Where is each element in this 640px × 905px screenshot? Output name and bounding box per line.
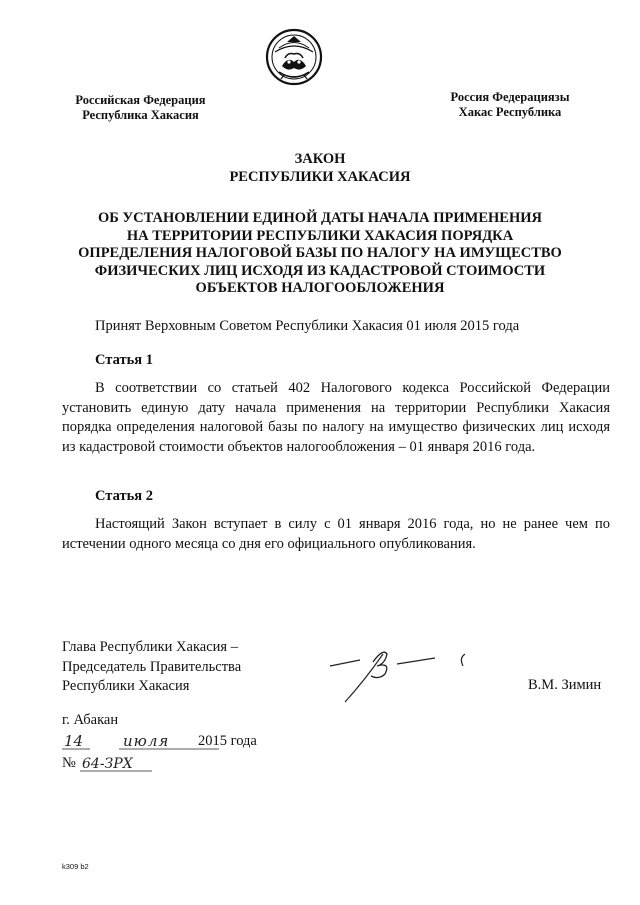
law-title-line: ФИЗИЧЕСКИХ ЛИЦ ИСХОДЯ ИЗ КАДАСТРОВОЙ СТОИМОСТИ [94,262,546,279]
law-number [62,752,262,776]
law-title-line: ОПРЕДЕЛЕНИЯ НАЛОГОВОЙ БАЗЫ ПО НАЛОГУ НА ИМУЩЕСТВО [78,245,562,261]
article-2-text: Настоящий Закон вступает в силу с 01 января 2016 года, но не ранее чем по истечении одного месяца со дня его официального опубликования. [62,516,610,552]
header-right-line1: Россия Федерациязы [450,90,570,104]
header-right-line2: Хакас Республика [458,105,562,119]
header-left-russian [58,93,223,123]
header-left-line2: Республика Хакасия [82,108,199,122]
article-2-heading: Статья 2 [95,488,153,504]
header-right-khakas [430,90,590,120]
handwritten-day [62,730,90,752]
article-1-heading: Статья 1 [95,352,153,368]
coat-of-arms-emblem [265,28,323,86]
issuance-city: г. Абакан [62,712,119,728]
document-type: ЗАКОН [294,151,346,167]
handwritten-month-text: июля [123,732,170,750]
adoption-line: Принят Верховным Советом Республики Хакасия 01 июля 2015 года [95,318,520,334]
issuance-date [62,730,322,754]
document-issuer: РЕСПУБЛИКИ ХАКАСИЯ [229,169,411,185]
handwritten-signature [325,640,490,715]
signatory-name: В.М. Зимин [528,677,602,693]
signatory-title-line: Республики Хакасия [62,678,190,694]
handwritten-number-text: 64-ЗРХ [82,756,133,772]
law-title-line: ОБ УСТАНОВЛЕНИИ ЕДИНОЙ ДАТЫ НАЧАЛА ПРИМЕНЕНИЯ [97,210,543,226]
signatory-title-line: Глава Республики Хакасия – [62,639,238,655]
issuance-year: 2015 года [198,733,257,749]
handwritten-number [80,752,160,774]
signatory-title [62,638,241,697]
law-title-line: ОБЪЕКТОВ НАЛОГООБЛОЖЕНИЯ [195,280,445,296]
law-title [60,210,580,298]
article-1-text: В соответствии со статьей 402 Налогового кодекса Российской Федерации установить единую дату начала применения на территории Республики Хакасия порядка определения налоговой базы по налогу на имущество физических лиц исходя из кадастровой стоимости объектов налогообложения – 01 января 2016 года. [62,380,610,455]
number-sign: № [62,755,76,771]
header-left-line1: Российская Федерация [75,93,206,107]
law-title-line: НА ТЕРРИТОРИИ РЕСПУБЛИКИ ХАКАСИЯ ПОРЯДКА [126,227,514,244]
handwritten-day-text: 14 [64,732,84,750]
signatory-title-line: Председатель Правительства [62,658,242,675]
footer-code: k309 b2 [62,862,89,871]
